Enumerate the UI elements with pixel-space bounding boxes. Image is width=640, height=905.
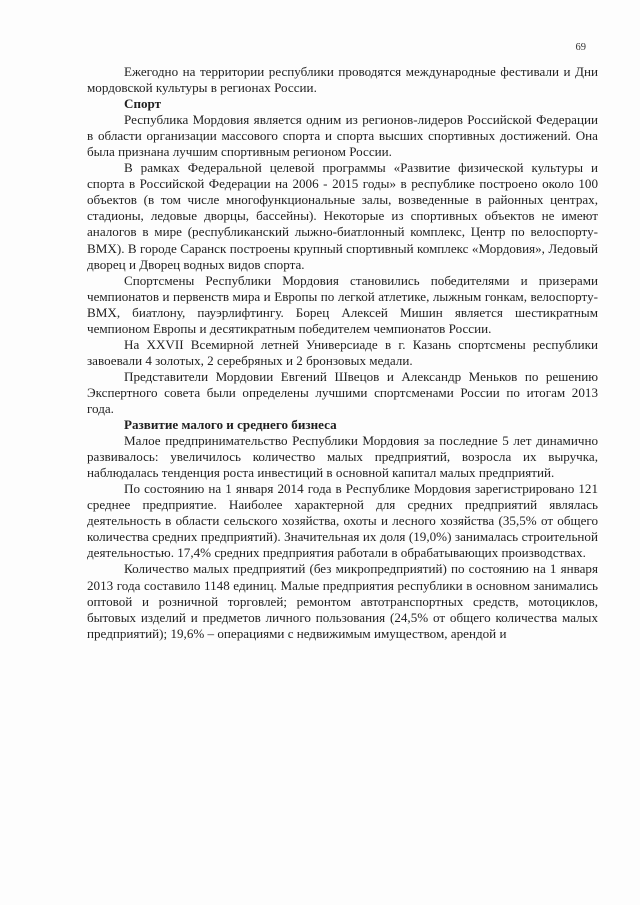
paragraph-universiade: На XXVII Всемирной летней Универсиаде в г. Казань спортсмены республики завоевали 4 золотых, 2 серебряных и 2 бронзовых медали. [87, 336, 598, 368]
page-number: 69 [575, 42, 586, 53]
paragraph-medium-enterprises: По состоянию на 1 января 2014 года в Республике Мордовия зарегистрировано 121 среднее предприятие. Наиболее характерной для средних предприятий являлась деятельность в области сельского хозяйства, охоты и лесного хозяйства (35,5% от общего количества средних предприятий). Значительная их доля (19,0%) занималась строительной деятельностью. 17,4% средних предприятия работали в обрабатывающих производствах. [87, 481, 598, 561]
paragraph-small-business: Малое предпринимательство Республики Мордовия за последние 5 лет динамично развивалось: увеличилось количество малых предприятий, возросла их выручка, наблюдалась тенденция роста инвестиций в основной капитал малых предприятий. [87, 433, 598, 481]
document-body [87, 64, 598, 642]
paragraph-festivals: Ежегодно на территории республики проводятся международные фестивали и Дни мордовской культуры в регионах России. [87, 64, 598, 96]
heading-sport: Спорт [124, 96, 162, 112]
heading-small-business: Развитие малого и среднего бизнеса [124, 417, 337, 433]
paragraph-small-enterprises: Количество малых предприятий (без микропредприятий) по состоянию на 1 января 2013 года составило 1148 единиц. Малые предприятия республики в основном занимались оптовой и розничной торговлей; ремонтом автотранспортных средств, мотоциклов, бытовых изделий и предметов личного пользования (24,5% от общего количества малых предприятий); 19,6% – операциями с недвижимым имуществом, арендой и [87, 561, 598, 641]
paragraph-sport-leader: Республика Мордовия является одним из регионов-лидеров Российской Федерации в области организации массового спорта и спорта высших спортивных достижений. Она была признана лучшим спортивным регионом России. [87, 112, 598, 160]
paragraph-best-athletes: Представители Мордовии Евгений Швецов и Александр Меньков по решению Экспертного совета были определены лучшими спортсменами России по итогам 2013 года. [87, 368, 598, 416]
paragraph-federal-program: В рамках Федеральной целевой программы «Развитие физической культуры и спорта в Российской Федерации на 2006 - 2015 годы» в республике построено около 100 объектов (в том числе многофункциональные залы, возведенные в районных центрах, стадионы, ледовые дворцы, бассейны). Некоторые из спортивных объектов не имеют аналогов в мире (республиканский лыжно-биатлонный комплекс, Центр по велоспорту-ВМХ). В городе Саранск построены крупный спортивный комплекс «Мордовия», Ледовый дворец и Дворец водных видов спорта. [87, 160, 598, 272]
paragraph-athletes: Спортсмены Республики Мордовия становились победителями и призерами чемпионатов и первенств мира и Европы по легкой атлетике, лыжным гонкам, велоспорту-ВМХ, биатлону, пауэрлифтингу. Борец Алексей Мишин является шестикратным чемпионом Европы и десятикратным победителем чемпионатов России. [87, 272, 598, 336]
